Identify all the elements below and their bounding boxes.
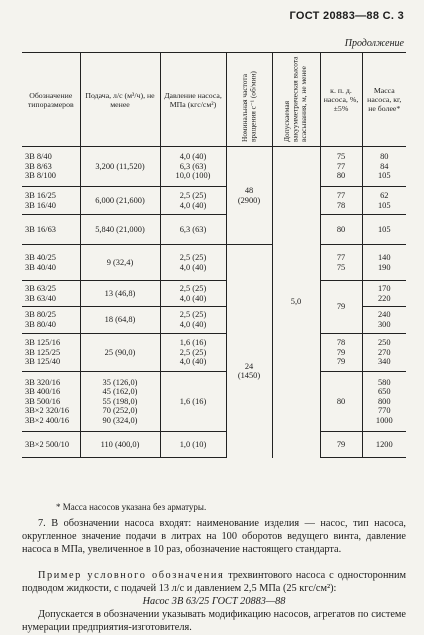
- mass-value: 580: [377, 377, 391, 387]
- pump-supply: 9 (32,4): [106, 257, 134, 267]
- mass-value: 220: [377, 293, 391, 303]
- efficiency-value: 77: [336, 161, 346, 171]
- pump-supply: 35 (126,0): [102, 377, 138, 387]
- pump-designation: 3В 500/16: [25, 396, 61, 406]
- pump-pressure: 2,5 (25): [179, 310, 207, 320]
- table-row: [22, 372, 406, 432]
- pump-pressure: 2,5 (25): [179, 252, 207, 262]
- col-designation: Обозначение типоразмеров: [22, 53, 80, 147]
- pump-pressure: 4,0 (40): [179, 320, 207, 329]
- pump-designation: 3В 125/40: [25, 357, 61, 367]
- pump-designation: 3В 63/25: [25, 283, 56, 293]
- mass-value: 105: [377, 224, 391, 234]
- efficiency-value: 75: [336, 262, 346, 272]
- pump-pressure: 6,3 (63): [179, 224, 207, 234]
- mass-value: 84: [380, 161, 389, 171]
- pump-designation: 3В 8/40: [25, 152, 52, 162]
- pump-pressure: 2,5 (25): [179, 283, 207, 293]
- paragraph-modification: Допускается в обозначении указывать модификацию насосов, агрегатов по системе нумерации предприятия-изготовителя.: [22, 609, 406, 633]
- pump-pressure: 4,0 (40): [179, 152, 207, 162]
- mass-value: 1000: [375, 415, 393, 425]
- efficiency-value: 80: [336, 224, 346, 234]
- page-header: ГОСТ 20883—88 С. 3: [289, 10, 404, 22]
- pump-designation: 3В 400/16: [25, 387, 61, 397]
- pump-supply: 90 (324,0): [102, 415, 138, 425]
- mass-value: 340: [377, 357, 391, 367]
- speed-value: 48: [244, 185, 254, 195]
- pump-designation: 3В×2 400/16: [25, 415, 70, 425]
- pump-designation: 3В 63/40: [25, 293, 56, 303]
- mass-value: 270: [377, 347, 391, 357]
- pump-supply: 25 (90,0): [104, 347, 136, 357]
- example-intro-rest: трехвинтового насоса с односторонним подводом жидкости, с подачей 13 л/с и давлением 2,5 МПа (25 кгс/см²):: [22, 570, 406, 594]
- table-row: [22, 281, 406, 307]
- efficiency-value: 79: [336, 357, 346, 367]
- table-body: [22, 147, 406, 458]
- col-speed: Номинальная частота вращения с⁻¹ (об/мин): [239, 70, 257, 142]
- mass-value: 105: [377, 171, 391, 181]
- table-row: [22, 245, 406, 281]
- pump-designation: 3В×2 320/16: [25, 406, 70, 416]
- table-row: [22, 432, 406, 458]
- efficiency-value: 79: [336, 302, 346, 312]
- mass-value: 650: [377, 387, 391, 397]
- pump-pressure: 1,6 (16): [179, 396, 207, 406]
- table-row: [22, 215, 406, 245]
- table-row: [22, 187, 406, 215]
- efficiency-value: 78: [336, 200, 346, 210]
- mass-value: 300: [377, 320, 391, 329]
- mass-value: 62: [380, 190, 389, 200]
- efficiency-value: 80: [336, 171, 346, 181]
- pump-pressure: 2,5 (25): [179, 190, 207, 200]
- example-designation: Насос 3В 63/25 ГОСТ 20883—88: [142, 596, 286, 607]
- col-mass: Масса насоса, кг, не более*: [362, 53, 406, 147]
- mass-value: 800: [377, 396, 391, 406]
- mass-value: 170: [377, 283, 391, 293]
- pump-pressure: 1,6 (16): [179, 338, 207, 348]
- mass-value: 240: [377, 310, 391, 320]
- pump-designation: 3В 125/25: [25, 347, 61, 357]
- mass-value: 190: [377, 262, 391, 272]
- pump-pressure: 1,0 (10): [179, 439, 207, 449]
- mass-value: 105: [377, 200, 391, 210]
- efficiency-value: 77: [336, 190, 346, 200]
- pump-pressure: 10,0 (100): [175, 171, 211, 181]
- mass-value: 770: [377, 406, 391, 416]
- table-row: [22, 334, 406, 372]
- pump-supply: 55 (198,0): [102, 396, 138, 406]
- mass-value: 250: [377, 338, 391, 348]
- efficiency-value: 79: [336, 347, 346, 357]
- efficiency-value: 75: [336, 152, 346, 162]
- pump-supply: 3,200 (11,520): [95, 161, 145, 171]
- pump-pressure: 2,5 (25): [179, 347, 207, 357]
- pump-supply: 18 (64,8): [104, 315, 136, 325]
- pump-pressure: 4,0 (40): [179, 293, 207, 303]
- efficiency-value: 77: [336, 252, 346, 262]
- col-suction: Допускаемая вакуумметрическая высота всасывания, м, не менее: [282, 56, 309, 142]
- table-row: [22, 147, 406, 187]
- pump-table: [22, 52, 406, 458]
- pump-pressure: 4,0 (40): [179, 357, 207, 367]
- pump-designation: 3В 80/40: [25, 320, 56, 329]
- col-efficiency: к. п. д. насоса, %, ±5%: [320, 53, 362, 147]
- pump-designation: 3В 16/40: [25, 200, 56, 210]
- pump-supply: 13 (46,8): [104, 288, 136, 298]
- pump-pressure: 4,0 (40): [179, 262, 207, 272]
- pump-designation: 3В 16/25: [25, 190, 56, 200]
- pump-pressure: 4,0 (40): [179, 200, 207, 210]
- pump-supply: 110 (400,0): [100, 439, 140, 449]
- continuation-label: Продолжение: [344, 38, 404, 49]
- pump-designation: 3В 80/25: [25, 310, 56, 320]
- pump-designation: 3В×2 500/10: [25, 439, 70, 449]
- efficiency-value: 80: [336, 396, 346, 406]
- pump-designation: 3В 8/63: [25, 161, 52, 171]
- footnote: * Масса насосов указана без арматуры.: [56, 502, 207, 512]
- col-pressure: Давление насоса, МПа (кгс/см²): [160, 53, 226, 147]
- suction-value: 5,0: [290, 297, 302, 307]
- speed-rpm: (1450): [237, 371, 261, 381]
- pump-designation: 3В 16/63: [25, 224, 56, 234]
- pump-designation: 3В 320/16: [25, 377, 61, 387]
- pump-designation: 3В 40/40: [25, 262, 56, 272]
- pump-supply: 45 (162,0): [102, 387, 138, 397]
- col-supply: Подача, л/с (м³/ч), не менее: [80, 53, 160, 147]
- paragraph-7: 7. В обозначении насоса входят: наименование изделия — насос, тип насоса, округленное значение подачи в литрах на 100 оборотов ведущего винта, давление насоса в МПа, увеличенное в 10 раз, обозначение настоящего стандарта.: [22, 518, 406, 555]
- pump-supply: 70 (252,0): [102, 406, 138, 416]
- example-intro-spaced: Пример условного обозначения: [38, 570, 225, 581]
- efficiency-value: 79: [336, 439, 346, 449]
- pump-designation: 3В 8/100: [25, 171, 56, 181]
- mass-value: 80: [380, 152, 389, 162]
- mass-value: 140: [377, 252, 391, 262]
- pump-pressure: 6,3 (63): [179, 161, 207, 171]
- pump-supply: 6,000 (21,600): [95, 195, 145, 205]
- paragraph-example-intro: [22, 570, 406, 596]
- mass-value: 1200: [375, 439, 393, 449]
- speed-value: 24: [244, 361, 254, 371]
- pump-designation: 3В 125/16: [25, 338, 61, 348]
- pump-designation: 3В 40/25: [25, 252, 56, 262]
- pump-supply: 5,840 (21,000): [95, 224, 145, 234]
- speed-rpm: (2900): [237, 195, 261, 205]
- efficiency-value: 78: [336, 338, 346, 348]
